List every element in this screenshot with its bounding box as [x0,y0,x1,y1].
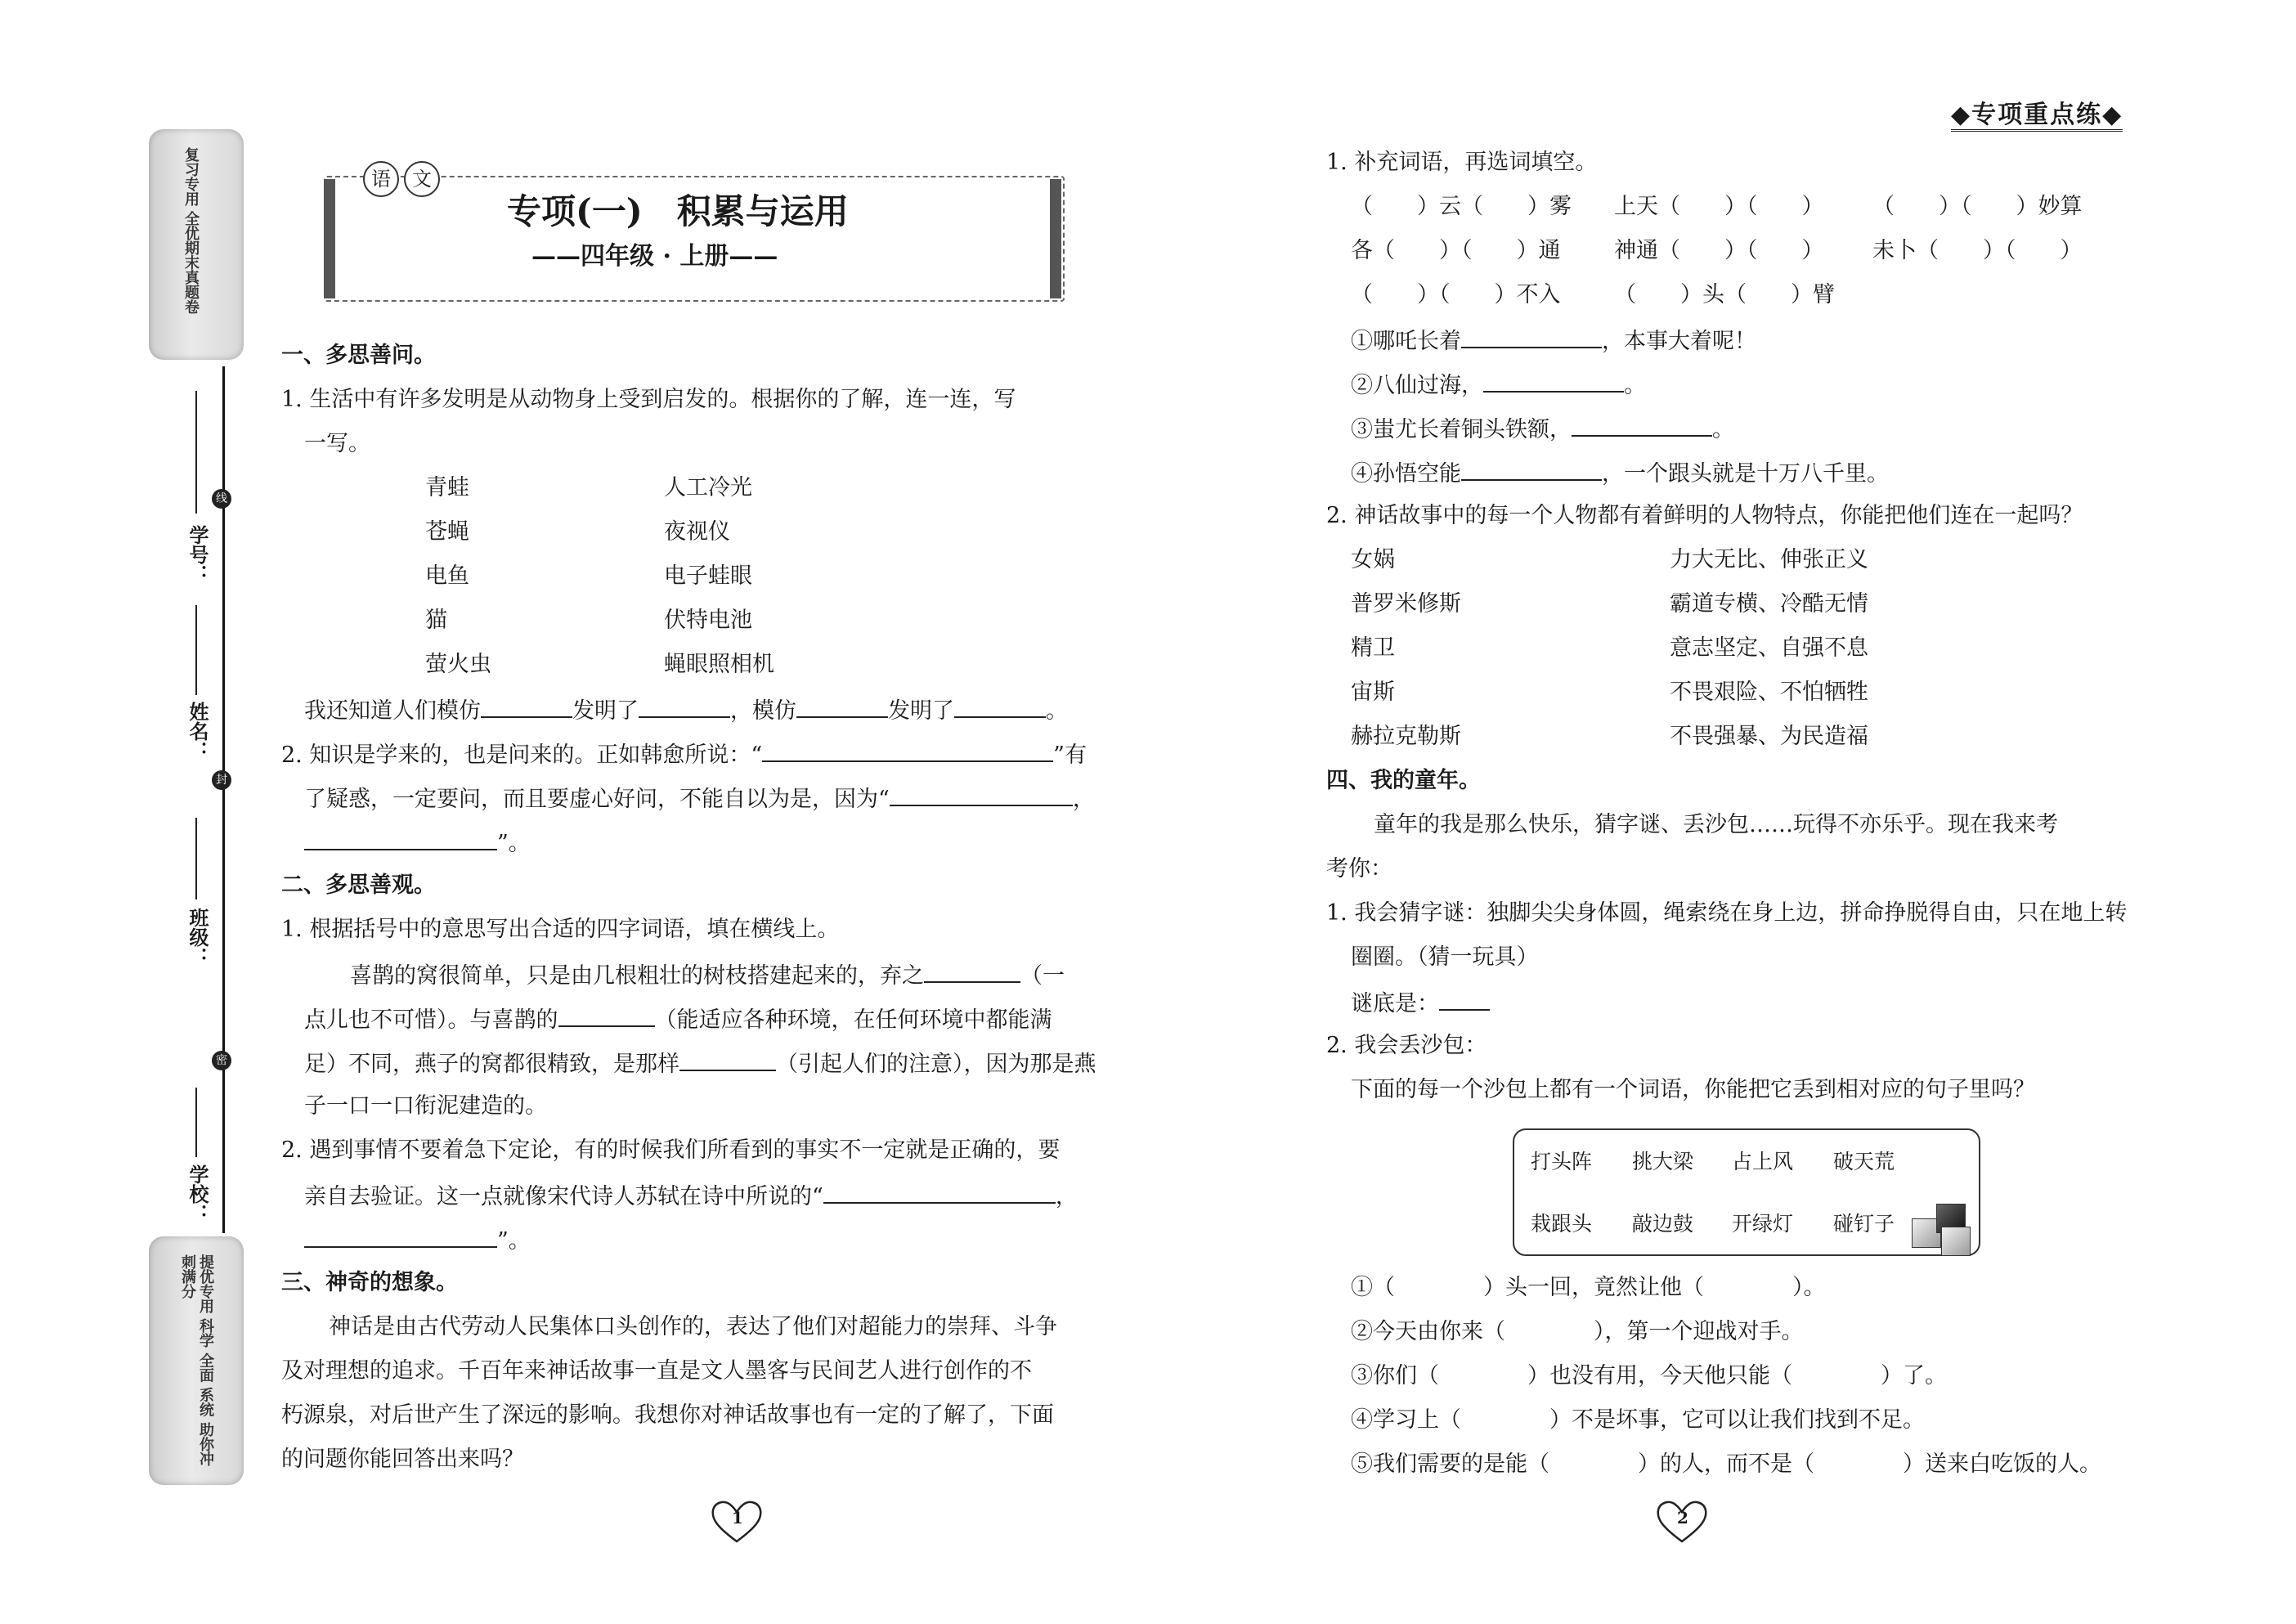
fill-text: ”。 [497,1228,531,1254]
subject-badge-yu: 语 [363,161,399,197]
sandbag-word-box [1513,1128,1980,1256]
sandbag-word[interactable]: 挑大梁 [1632,1150,1694,1173]
sandbag-sentence: ②今天由你来（ ），第一个迎战对手。 [1351,1319,1804,1344]
fill-text: 我还知道人们模仿 [304,698,481,724]
fill-text: ①哪吒长着 [1351,329,1461,354]
s4-intro-line1: 童年的我是那么快乐，猜字谜、丢沙包……玩得不亦乐乎。现在我来考 [1374,812,2058,837]
word-cell[interactable]: 神通（ ）（ ） [1614,238,1824,263]
invention-item[interactable]: 人工冷光 [664,475,752,500]
s2q2-line2 [304,1181,1078,1211]
answer-blank[interactable] [924,960,1020,983]
fill-text: 。 [1624,373,1646,398]
word-cell[interactable]: （ ）云（ ）雾 [1351,194,1572,219]
fill-text: ， [1055,1184,1078,1209]
bottom-side-tab [149,1236,244,1485]
fill-text: ，本事大着呢！ [1602,329,1756,354]
animal-item[interactable]: 电鱼 [425,563,469,589]
s3-para-line3: 朽源泉，对后世产生了深远的影响。我想你对神话故事也有一定的了解了，下面 [281,1402,1054,1428]
answer-blank[interactable] [1439,988,1490,1011]
trait-item[interactable]: 霸道专横、冷酷无情 [1670,591,1868,617]
fill-text: 2. 知识是学来的，也是问来的。正如韩愈所说：“ [281,742,763,768]
sandbag-prompt: 2. 我会丢沙包： [1326,1033,1487,1058]
answer-blank[interactable] [890,783,1073,806]
riddle-line1: 1. 我会猜字谜：独脚尖尖身体圆，绳索绕在身上边，拼命挣脱得自由，只在地上转 [1326,900,2128,926]
s1q1-line1: 1. 生活中有许多发明是从动物身上受到启发的。根据你的了解，连一连，写 [281,387,1016,412]
s3-para-line1: 神话是由古代劳动人民集体口头创作的，表达了他们对超能力的崇拜、斗争 [329,1314,1057,1339]
sandbag-desc: 下面的每一个沙包上都有一个词语，你能把它丢到相对应的句子里吗？ [1351,1077,2035,1102]
fill-sentence-2 [1351,370,1646,400]
fill-sentence-1 [1351,325,1756,356]
answer-blank[interactable] [1461,325,1602,348]
fill-text: 发明了 [572,698,639,724]
answer-blank[interactable] [796,695,888,718]
trait-item[interactable]: 力大无比、伸张正义 [1670,547,1868,572]
word-cell[interactable]: （ ）（ ）妙算 [1872,194,2083,219]
s2q1-para-line3 [304,1048,1096,1079]
answer-blank[interactable] [481,695,572,718]
sandbag-word[interactable]: 破天荒 [1833,1150,1895,1173]
s2q1-prompt: 1. 根据括号中的意思写出合适的四字词语，填在横线上。 [281,917,840,942]
riddle-answer [1351,988,1490,1018]
character-item[interactable]: 宙斯 [1351,680,1395,705]
cut-mark-mi: 密 [212,1051,231,1070]
school-label: 学校： [186,1164,209,1223]
sandbag-sentence: ④学习上（ ）不是坏事，它可以让我们找到不足。 [1351,1407,1925,1433]
sandbag-word[interactable]: 开绿灯 [1732,1212,1794,1236]
s2q1-para-line1 [350,960,1065,990]
invention-item[interactable]: 伏特电池 [664,608,752,633]
s1q1-line2: 一写。 [304,431,370,456]
fill-text: 了疑惑，一定要问，而且要虚心好问，不能自以为是，因为“ [304,787,890,812]
invention-item[interactable]: 电子蛙眼 [664,563,752,589]
s2q1-para-line2 [304,1004,1052,1034]
name-label: 姓名： [186,702,209,760]
answer-blank[interactable] [1483,370,1624,393]
bottom-side-tab-text: 提优专用 科学 全面 系统 助你冲刺满分 [179,1254,214,1467]
school-line[interactable] [195,1088,197,1157]
answer-blank[interactable] [679,1048,776,1071]
fill-text: 。 [1046,698,1068,724]
name-line[interactable] [195,605,197,695]
s1q1-fill-line [304,695,1068,725]
sandbag-cube-icon [1941,1227,1971,1256]
answer-blank[interactable] [823,1181,1056,1204]
page-number-badge-left [708,1496,765,1545]
answer-blank[interactable] [639,695,730,718]
student-id-line[interactable] [195,391,197,514]
character-item[interactable]: 普罗米修斯 [1351,591,1461,617]
animal-item[interactable]: 青蛙 [425,475,469,500]
student-id-label: 学号： [186,525,209,584]
invention-item[interactable]: 夜视仪 [664,519,730,545]
sandbag-word[interactable]: 碰钉子 [1833,1212,1895,1236]
invention-item[interactable]: 蝇眼照相机 [664,652,774,677]
s3-para-line2: 及对理想的追求。千百年来神话故事一直是文人墨客与民间艺人进行创作的不 [281,1358,1032,1384]
page-title: 专项(一) 积累与运用 [507,191,849,231]
fill-text: （引起人们的注意），因为那是燕 [776,1052,1096,1077]
page-number: 2 [1677,1508,1688,1528]
answer-blank[interactable] [762,739,1053,762]
word-cell[interactable]: （ ）头（ ）臂 [1614,282,1835,307]
fill-text: ， [1072,787,1095,812]
fill-text: 点儿也不可惜）。与喜鹊的 [304,1007,558,1033]
fill-text: 发明了 [888,698,954,724]
trait-item[interactable]: 不畏艰险、不怕牺牲 [1670,680,1868,705]
top-side-tab [149,129,244,360]
word-cell[interactable]: 上天（ ）（ ） [1614,194,1824,219]
banner-left-bar [324,179,335,298]
answer-blank[interactable] [1572,414,1712,437]
page-number: 1 [732,1508,743,1528]
section1-title: 一、多思善问。 [281,343,436,368]
sandbag-word[interactable]: 敲边鼓 [1632,1212,1694,1236]
fill-text: ②八仙过海， [1351,373,1483,398]
trait-item[interactable]: 意志坚定、自强不息 [1670,635,1868,661]
cut-mark-xian: 线 [212,489,231,509]
answer-blank[interactable] [304,1225,497,1248]
section4-title: 四、我的童年。 [1326,768,1481,793]
sandbag-word[interactable]: 占上风 [1732,1150,1794,1173]
fill-sentence-3 [1351,414,1734,444]
r-q2-prompt: 2. 神话故事中的每一个人物都有着鲜明的人物特点，你能把他们连在一起吗？ [1326,503,2083,528]
section3-title: 三、神奇的想象。 [281,1270,458,1295]
s3-para-line4: 的问题你能回答出来吗？ [281,1447,524,1472]
cut-mark-feng: 封 [212,770,231,790]
fill-text: ，一个跟头就是十万八千里。 [1602,461,1889,487]
fill-text: 。 [1712,417,1734,442]
fill-text: 亲自去验证。这一点就像宋代诗人苏轼在诗中所说的“ [304,1184,823,1209]
page-number-badge-right [1653,1496,1711,1545]
s1q2-line2 [304,783,1095,814]
animal-item[interactable]: 猫 [425,608,447,633]
page-subtitle: ——四年级 · 上册—— [531,242,778,271]
character-item[interactable]: 女娲 [1351,547,1395,572]
sandbag-sentence: ⑤我们需要的是能（ ）的人，而不是（ ）送来白吃饭的人。 [1351,1451,2101,1477]
riddle-line2: 圈圈。（猜一玩具） [1351,944,1539,970]
trait-item[interactable]: 不畏强暴、为民造福 [1670,724,1868,749]
fill-text: ，模仿 [730,698,796,724]
fill-text: 足）不同，燕子的窝都很精致，是那样 [304,1052,679,1077]
fill-text: （能适应各种环境，在任何环境中都能满 [654,1007,1052,1033]
word-cell[interactable]: 各（ ）（ ）通 [1351,238,1561,263]
fill-text: ④孙悟空能 [1351,461,1461,487]
answer-blank[interactable] [1461,458,1602,481]
sandbag-sentence: ①（ ）头一回，竟然让他（ ）。 [1351,1275,1826,1300]
title-banner [324,168,1061,308]
sandbag-sentence: ③你们（ ）也没有用，今天他只能（ ）了。 [1351,1363,1947,1388]
fill-text: ③蚩尤长着铜头铁额， [1351,417,1572,442]
word-cell[interactable]: 未卜（ ）（ ） [1872,238,2083,263]
subject-badge-wen: 文 [404,161,440,197]
s2q2-line3 [304,1225,531,1255]
animal-item[interactable]: 苍蝇 [425,519,469,545]
section2-title: 二、多思善观。 [281,873,436,898]
answer-blank[interactable] [954,695,1046,718]
answer-blank[interactable] [304,828,497,850]
fill-text: （一 [1020,963,1065,989]
sandbag-word[interactable]: 栽跟头 [1531,1212,1593,1236]
fill-text: 喜鹊的窝很简单，只是由几根粗壮的树枝搭建起来的，弃之 [350,963,924,989]
s2q1-para-line4: 子一口一口衔泥建造的。 [304,1093,547,1119]
fill-text: ”。 [497,831,531,856]
banner-right-bar [1050,179,1061,298]
fill-text: 谜底是： [1351,991,1439,1016]
sandbag-word[interactable]: 打头阵 [1531,1150,1593,1173]
s1q2-line3 [304,828,531,858]
top-side-tab-text: 复习专用 全优期末真题卷 [182,147,200,315]
fill-sentence-4 [1351,458,1889,488]
fill-text: ”有 [1053,742,1087,768]
answer-blank[interactable] [558,1004,655,1027]
character-item[interactable]: 精卫 [1351,635,1395,661]
s4-intro-line2: 考你： [1326,856,1392,882]
class-label: 班级： [186,908,209,967]
class-line[interactable] [195,818,197,899]
r-q1-prompt: 1. 补充词语，再选词填空。 [1326,150,1598,175]
section-header: ◆专项重点练◆ [1951,101,2123,132]
word-cell[interactable]: （ ）（ ）不入 [1351,282,1561,307]
character-item[interactable]: 赫拉克勒斯 [1351,724,1461,749]
s2q2-line1: 2. 遇到事情不要着急下定论，有的时候我们所看到的事实不一定就是正确的，要 [281,1137,1061,1163]
s1q2-line1 [281,739,1087,769]
animal-item[interactable]: 萤火虫 [425,652,491,677]
